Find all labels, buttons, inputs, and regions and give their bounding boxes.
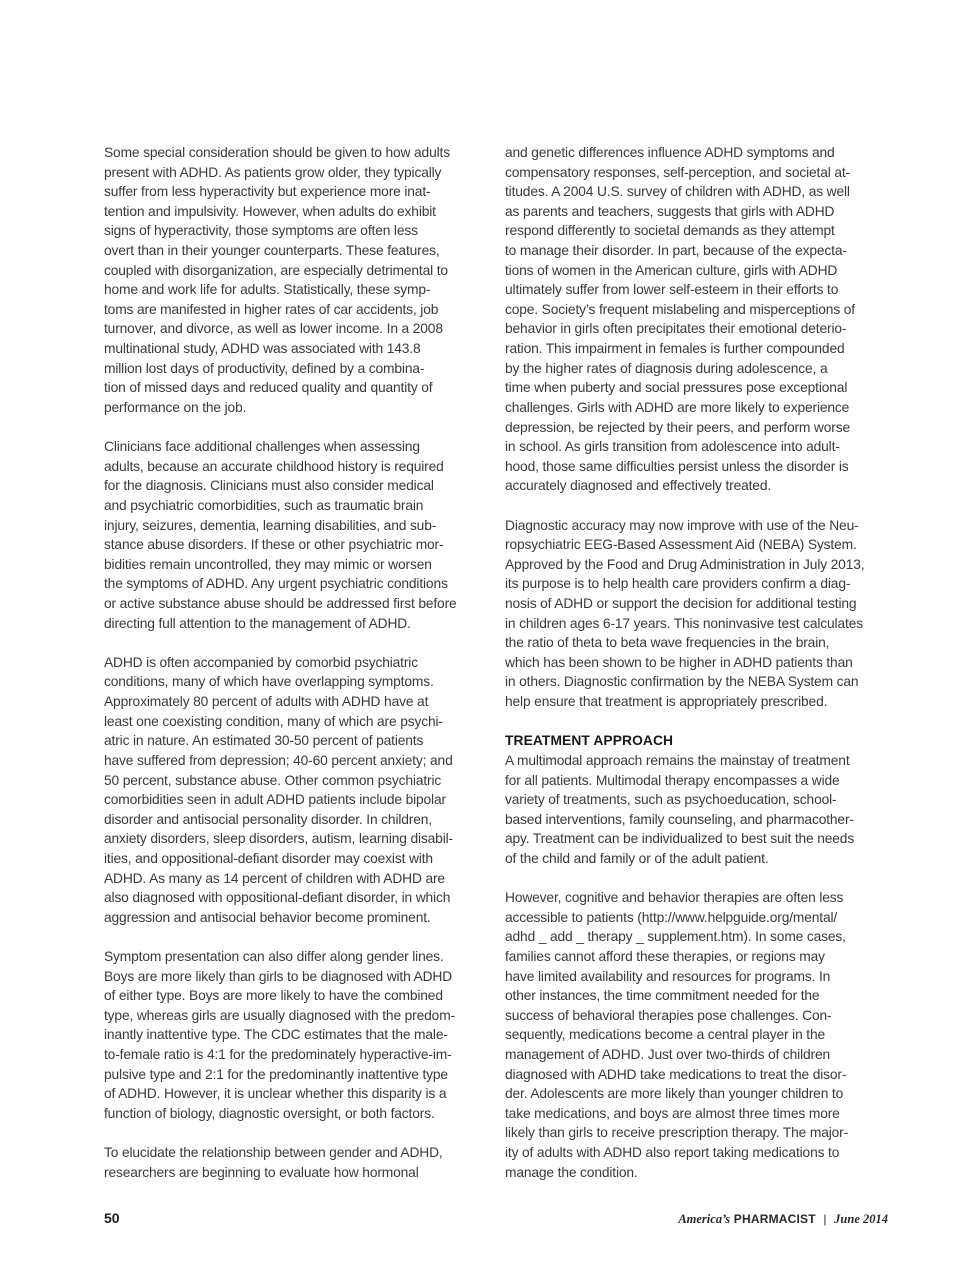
- left-column: [104, 143, 488, 1182]
- text-line: million lost days of productivity, defined by a combina-: [104, 360, 425, 376]
- text-line: To elucidate the relationship between gender and ADHD,: [104, 1145, 443, 1161]
- text-line: ropsychiatric EEG-Based Assessment Aid (NEBA) System.: [505, 537, 857, 553]
- text-line: Clinicians face additional challenges when assessing: [104, 439, 420, 455]
- text-line: families cannot afford these therapies, or regions may: [505, 948, 825, 964]
- text-line: hood, those same difficulties persist unless the disorder is: [505, 458, 849, 474]
- text-line: function of biology, diagnostic oversight, or both factors.: [104, 1105, 435, 1121]
- text-line: of the child and family or of the adult patient.: [505, 850, 769, 866]
- text-line: Some special consideration should be given to how adults: [104, 145, 450, 160]
- section-heading: TREATMENT APPROACH: [505, 733, 674, 749]
- text-line: multinational study, ADHD was associated with 143.8: [104, 341, 421, 357]
- text-line: pulsive type and 2:1 for the predominantly inattentive type: [104, 1066, 448, 1082]
- text-line: respond differently to societal demands as they attempt: [505, 223, 835, 239]
- text-line: nosis of ADHD or support the decision for additional testing: [505, 596, 857, 612]
- text-line: performance on the job.: [104, 399, 247, 415]
- text-line: Boys are more likely than girls to be diagnosed with ADHD: [104, 968, 453, 984]
- text-line: least one coexisting condition, many of which are psychi-: [104, 713, 443, 729]
- text-line: inantly inattentive type. The CDC estimates that the male-: [104, 1027, 448, 1043]
- text-line: turnover, and divorce, as well as lower income. In a 2008: [104, 321, 443, 337]
- issue-date: June 2014: [834, 1212, 888, 1226]
- text-line: depression, be rejected by their peers, and perform worse: [505, 419, 850, 435]
- right-column: [505, 143, 889, 1182]
- text-line: which has been shown to be higher in ADHD patients than: [505, 654, 853, 670]
- text-line: aggression and antisocial behavior become prominent.: [104, 909, 431, 925]
- text-line: diagnosed with ADHD take medications to treat the disor-: [505, 1066, 847, 1082]
- text-line: likely than girls to receive prescription therapy. The major-: [505, 1125, 849, 1141]
- text-line: present with ADHD. As patients grow older, they typically: [104, 164, 442, 180]
- text-line: to manage their disorder. In part, because of the expecta-: [505, 243, 847, 259]
- text-line: home and work life for adults. Statistically, these symp-: [104, 282, 431, 298]
- text-line: as parents and teachers, suggests that girls with ADHD: [505, 203, 835, 219]
- text-line: cope. Society’s frequent mislabeling and misperceptions of: [505, 301, 855, 317]
- text-line: Symptom presentation can also differ along gender lines.: [104, 948, 444, 964]
- text-line: compensatory responses, self-perception, and societal at-: [505, 164, 850, 180]
- text-line: of ADHD. However, it is unclear whether this disparity is a: [104, 1086, 447, 1102]
- text-line: in school. As girls transition from adolescence into adult-: [505, 439, 840, 455]
- text-line: overt than in their younger counterparts. These features,: [104, 243, 440, 259]
- text-line: ities, and oppositional-defiant disorder may coexist with: [104, 850, 433, 866]
- text-line: comorbidities seen in adult ADHD patients include bipolar: [104, 792, 446, 808]
- text-line: tions of women in the American culture, girls with ADHD: [505, 262, 838, 278]
- page-number: 50: [104, 1210, 120, 1226]
- publication-prefix: America’s: [678, 1212, 731, 1226]
- text-line: time when puberty and social pressures pose exceptional: [505, 380, 848, 396]
- text-line: adults, because an accurate childhood history is required: [104, 458, 444, 474]
- text-line: and genetic differences influence ADHD symptoms and: [505, 145, 835, 160]
- text-line: for the diagnosis. Clinicians must also consider medical: [104, 478, 434, 494]
- text-line: behavior in girls often precipitates their emotional deterio-: [505, 321, 847, 337]
- paragraph-break: [505, 712, 889, 732]
- text-line: for all patients. Multimodal therapy encompasses a wide: [505, 772, 840, 788]
- text-line: management of ADHD. Just over two-thirds of children: [505, 1047, 831, 1063]
- text-line: variety of treatments, such as psychoeducation, school-: [505, 792, 837, 808]
- text-line: bidities remain uncontrolled, they may mimic or worsen: [104, 556, 432, 572]
- text-line: sequently, medications become a central player in the: [505, 1027, 826, 1043]
- text-line: ration. This impairment in females is further compounded: [505, 341, 845, 357]
- text-line: ultimately suffer from lower self-esteem in their efforts to: [505, 282, 839, 298]
- text-line: However, cognitive and behavior therapies are often less: [505, 890, 844, 906]
- text-line: Approved by the Food and Drug Administration in July 2013,: [505, 556, 865, 572]
- text-line: type, whereas girls are usually diagnosed with the predom-: [104, 1007, 455, 1023]
- text-line: ADHD. As many as 14 percent of children with ADHD are: [104, 870, 445, 886]
- text-line: help ensure that treatment is appropriately prescribed.: [505, 694, 828, 710]
- text-line: der. Adolescents are more likely than younger children to: [505, 1086, 844, 1102]
- publication-name: PHARMACIST: [733, 1212, 816, 1226]
- text-line: Diagnostic accuracy may now improve with use of the Neu-: [505, 517, 859, 533]
- text-line: adhd _ add _ therapy _ supplement.htm). In some cases,: [505, 929, 846, 945]
- text-line: conditions, many of which have overlapping symptoms.: [104, 674, 434, 690]
- text-line: disorder and antisocial personality disorder. In children,: [104, 811, 432, 827]
- text-line: ADHD is often accompanied by comorbid psychiatric: [104, 654, 418, 670]
- text-line: injury, seizures, dementia, learning disabilities, and sub-: [104, 517, 437, 533]
- text-line: atric in nature. An estimated 30-50 percent of patients: [104, 733, 424, 749]
- text-line: take medications, and boys are almost three times more: [505, 1105, 840, 1121]
- text-line: by the higher rates of diagnosis during adolescence, a: [505, 360, 828, 376]
- text-line: manage the condition.: [505, 1164, 638, 1180]
- text-line: of either type. Boys are more likely to have the combined: [104, 988, 443, 1004]
- text-line: accurately diagnosed and effectively treated.: [505, 478, 772, 494]
- paragraph-break: [505, 496, 889, 516]
- text-line: have limited availability and resources for programs. In: [505, 968, 831, 984]
- text-line: in children ages 6-17 years. This noninvasive test calculates: [505, 615, 863, 631]
- footer-separator: |: [823, 1212, 827, 1226]
- text-line: also diagnosed with oppositional-defiant disorder, in which: [104, 890, 451, 906]
- text-line: directing full attention to the management of ADHD.: [104, 615, 411, 631]
- text-line: 50 percent, substance abuse. Other common psychiatric: [104, 772, 442, 788]
- text-line: tion of missed days and reduced quality and quantity of: [104, 380, 433, 396]
- text-line: the ratio of theta to beta wave frequencies in the brain,: [505, 635, 830, 651]
- paragraph-break: [104, 633, 488, 653]
- text-line: other instances, the time commitment needed for the: [505, 988, 820, 1004]
- text-line: challenges. Girls with ADHD are more likely to experience: [505, 399, 850, 415]
- text-line: Approximately 80 percent of adults with ADHD have at: [104, 694, 429, 710]
- text-line: tention and impulsivity. However, when adults do exhibit: [104, 203, 436, 219]
- text-line: ity of adults with ADHD also report taking medications to: [505, 1145, 840, 1161]
- text-line: have suffered from depression; 40-60 percent anxiety; and: [104, 752, 453, 768]
- text-line: anxiety disorders, sleep disorders, autism, learning disabil-: [104, 831, 453, 847]
- text-line: to-female ratio is 4:1 for the predominately hyperactive-im-: [104, 1047, 452, 1063]
- text-line: accessible to patients (http://www.helpguide.org/mental/: [505, 909, 838, 925]
- text-line: in others. Diagnostic confirmation by the NEBA System can: [505, 674, 859, 690]
- text-line: coupled with disorganization, are especially detrimental to: [104, 262, 448, 278]
- text-line: its purpose is to help health care providers confirm a diag-: [505, 576, 851, 592]
- text-line: based interventions, family counseling, and pharmacother-: [505, 811, 854, 827]
- paragraph-break: [104, 927, 488, 947]
- text-line: and psychiatric comorbidities, such as traumatic brain: [104, 497, 424, 513]
- paragraph-break: [505, 869, 889, 889]
- text-line: success of behavioral therapies pose challenges. Con-: [505, 1007, 832, 1023]
- page-footer: [104, 1210, 888, 1232]
- text-line: stance abuse disorders. If these or other psychiatric mor-: [104, 537, 444, 553]
- paragraph-break: [104, 418, 488, 438]
- text-line: or active substance abuse should be addressed first before: [104, 596, 457, 612]
- text-line: titudes. A 2004 U.S. survey of children with ADHD, as well: [505, 184, 850, 200]
- text-line: suffer from less hyperactivity but experience more inat-: [104, 184, 431, 200]
- paragraph-break: [104, 1123, 488, 1143]
- text-line: signs of hyperactivity, those symptoms are often less: [104, 223, 418, 239]
- text-line: the symptoms of ADHD. Any urgent psychiatric conditions: [104, 576, 448, 592]
- masthead: [678, 1211, 888, 1227]
- text-line: researchers are beginning to evaluate how hormonal: [104, 1164, 419, 1180]
- text-line: A multimodal approach remains the mainstay of treatment: [505, 752, 850, 768]
- text-line: toms are manifested in higher rates of car accidents, job: [104, 301, 439, 317]
- text-line: apy. Treatment can be individualized to best suit the needs: [505, 831, 855, 847]
